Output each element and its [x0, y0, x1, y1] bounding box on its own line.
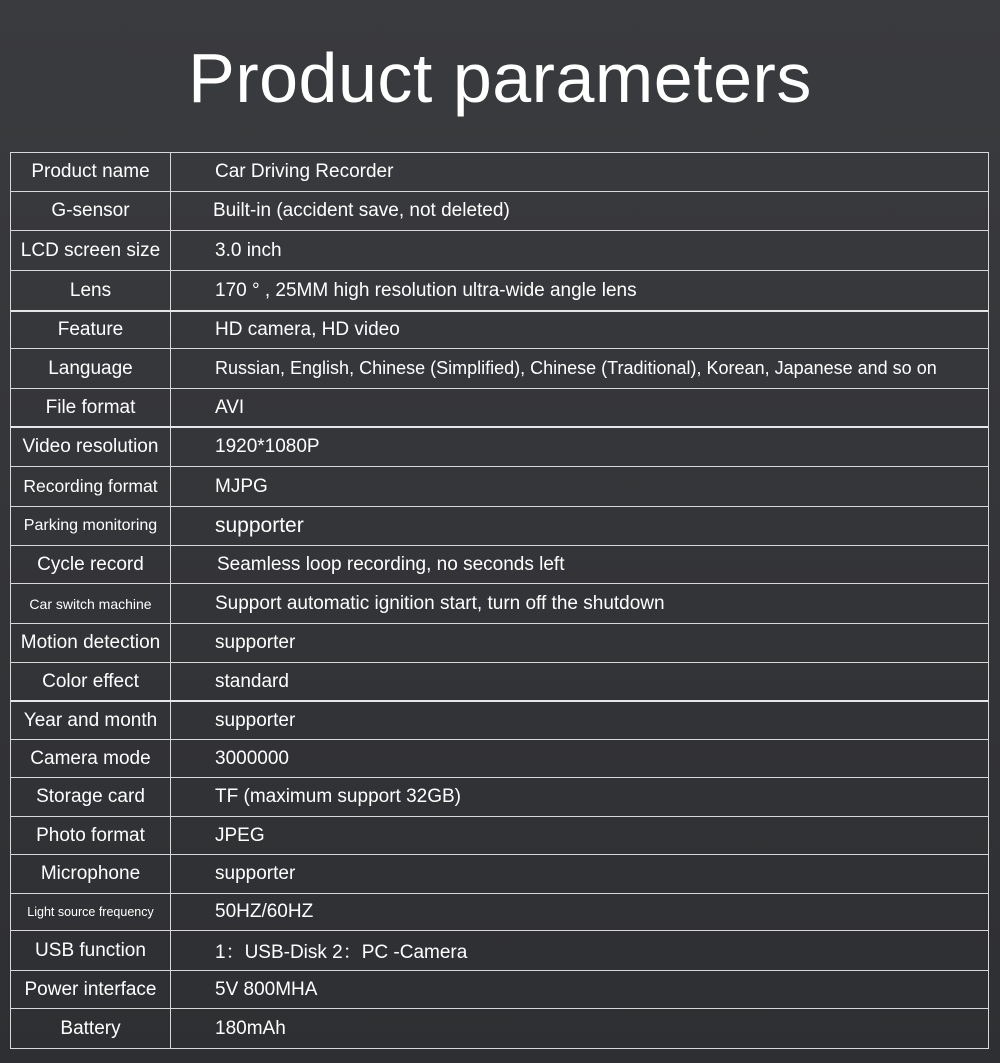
table-row	[11, 623, 988, 662]
row-value: Russian, English, Chinese (Simplified), Chinese (Traditional), Korean, Japanese and so on	[215, 358, 937, 378]
row-label: Color effect	[11, 663, 171, 700]
row-label: Year and month	[11, 702, 171, 739]
row-label: Cycle record	[11, 546, 171, 583]
row-label: Light source frequency	[11, 894, 171, 930]
table-row	[11, 930, 988, 970]
row-value: 1920*1080P	[215, 436, 320, 457]
table-row	[11, 388, 988, 426]
table-row	[11, 545, 988, 583]
row-value: Support automatic ignition start, turn off the shutdown	[215, 592, 665, 614]
table-row	[11, 466, 988, 506]
row-value: 50HZ/60HZ	[215, 901, 314, 922]
row-label: Power interface	[11, 971, 171, 1008]
table-row	[11, 777, 988, 816]
row-label: USB function	[11, 931, 171, 970]
row-value: Built-in (accident save, not deleted)	[213, 200, 510, 221]
table-row	[11, 153, 988, 191]
row-label: File format	[11, 389, 171, 426]
table-row	[11, 854, 988, 893]
row-value: AVI	[215, 396, 245, 418]
row-value: Car Driving Recorder	[215, 161, 394, 182]
row-value: 3000000	[215, 747, 289, 769]
row-value: 5V 800MHA	[215, 978, 318, 1000]
row-label: Recording format	[11, 467, 171, 506]
row-value: supporter	[215, 632, 296, 653]
table-row	[11, 230, 988, 270]
page-title: Product parameters	[188, 39, 812, 117]
row-value: supporter	[215, 863, 296, 884]
table-row	[11, 270, 988, 310]
row-label: Parking monitoring	[11, 507, 171, 545]
table-row	[11, 700, 988, 739]
row-label: Car switch machine	[11, 584, 171, 623]
table-row	[11, 506, 988, 545]
row-label: LCD screen size	[11, 231, 171, 270]
row-value: 180mAh	[215, 1017, 286, 1039]
row-value: supporter	[215, 514, 304, 537]
table-row	[11, 739, 988, 777]
row-value: supporter	[215, 709, 296, 731]
table-row	[11, 583, 988, 623]
table-row	[11, 191, 988, 230]
parameters-table	[10, 152, 989, 1049]
row-label: Feature	[11, 312, 171, 348]
row-label: Language	[11, 349, 171, 388]
row-label: Product name	[11, 153, 171, 191]
row-label: Video resolution	[11, 428, 171, 466]
row-value: 3.0 inch	[215, 239, 282, 261]
table-row	[11, 1008, 988, 1048]
row-value: 170 ° , 25MM high resolution ultra-wide angle lens	[215, 279, 637, 301]
row-label: Photo format	[11, 817, 171, 854]
row-value: 1：USB-Disk 2：PC -Camera	[215, 942, 468, 963]
row-label: G-sensor	[11, 192, 171, 230]
row-label: Lens	[11, 271, 171, 310]
table-row	[11, 893, 988, 930]
row-value: HD camera, HD video	[215, 319, 400, 340]
row-value: Seamless loop recording, no seconds left	[217, 553, 565, 575]
row-label: Battery	[11, 1009, 171, 1048]
row-value: MJPG	[215, 475, 268, 497]
row-value: standard	[215, 670, 289, 692]
row-label: Microphone	[11, 855, 171, 893]
table-row	[11, 816, 988, 854]
table-row	[11, 310, 988, 348]
row-value: TF (maximum support 32GB)	[215, 786, 461, 807]
row-label: Motion detection	[11, 624, 171, 662]
table-row	[11, 348, 988, 388]
row-label: Camera mode	[11, 740, 171, 777]
table-row	[11, 426, 988, 466]
row-label: Storage card	[11, 778, 171, 816]
row-value: JPEG	[215, 824, 265, 846]
table-row	[11, 662, 988, 700]
table-row	[11, 970, 988, 1008]
